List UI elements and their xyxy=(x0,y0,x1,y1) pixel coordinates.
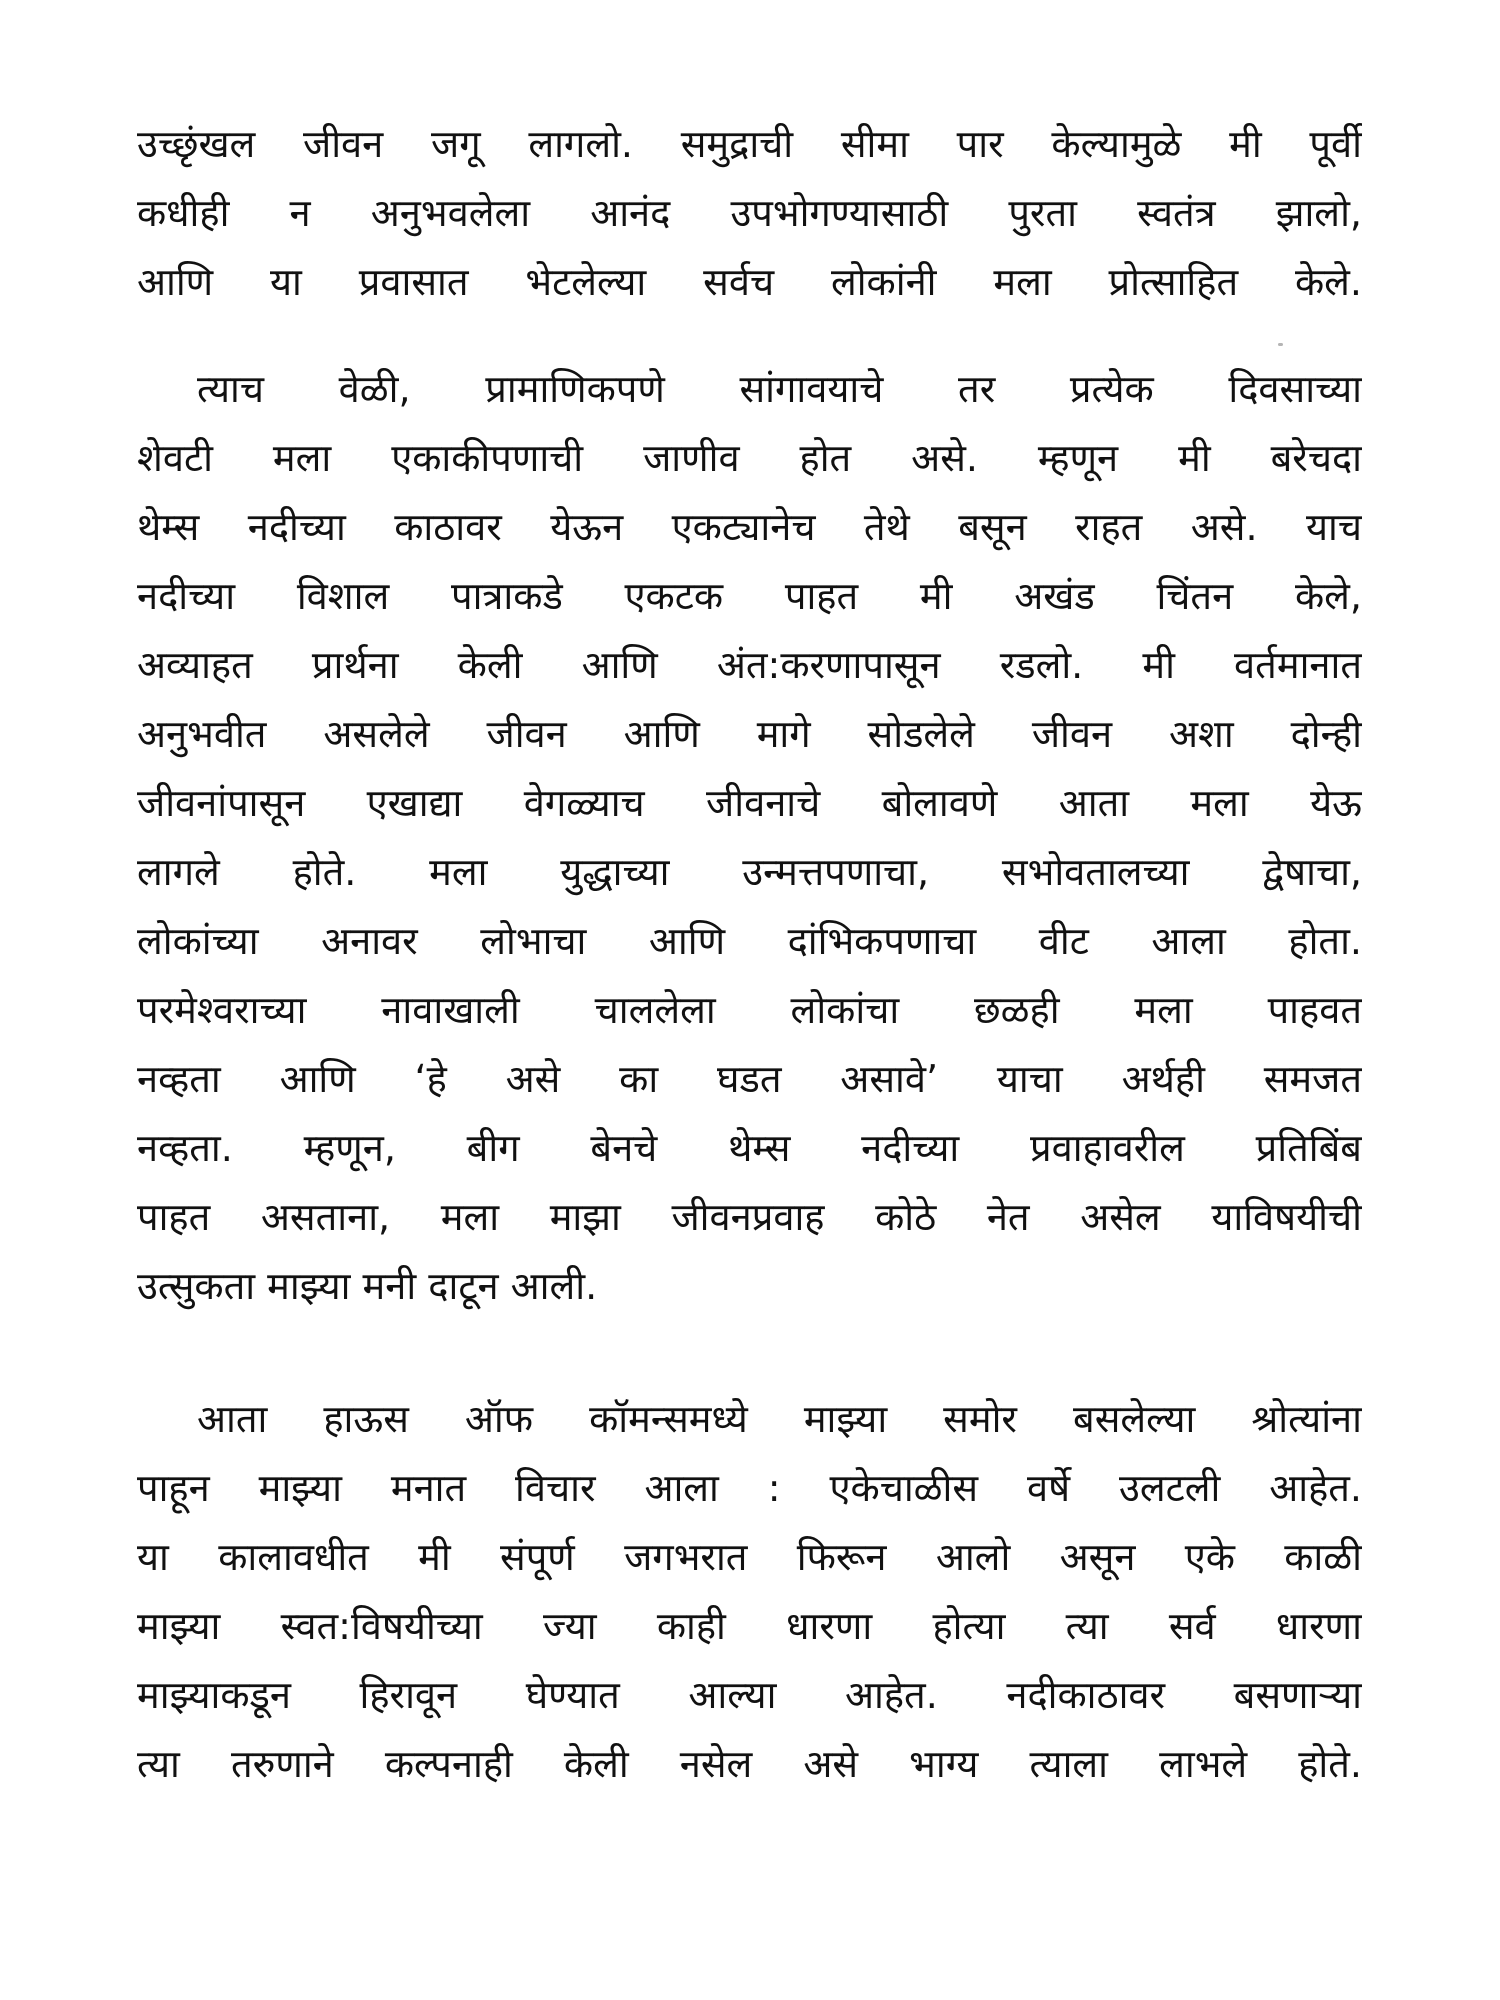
text-line: पाहून माझ्या मनात विचार आला : एकेचाळीस वर्षे उलटली आहेत. xyxy=(137,1466,1362,1510)
text-line: या कालावधीत मी संपूर्ण जगभरात फिरून आलो असून एके काळी xyxy=(137,1535,1362,1579)
text-line: आणि या प्रवासात भेटलेल्या सर्वच लोकांनी मला प्रोत्साहित केले. xyxy=(137,260,1362,304)
text-line: अव्याहत प्रार्थना केली आणि अंत:करणापासून रडलो. मी वर्तमानात xyxy=(137,643,1362,687)
text-line: लागले होते. मला युद्धाच्या उन्मत्तपणाचा, सभोवतालच्या द्वेषाचा, xyxy=(137,850,1362,894)
text-line: नव्हता आणि ‘हे असे का घडत असावे’ याचा अर्थही समजत xyxy=(137,1057,1362,1101)
paragraph-3 xyxy=(137,1385,1362,1799)
paragraph-2 xyxy=(137,355,1362,1321)
text-line: आता हाऊस ऑफ कॉमन्समध्ये माझ्या समोर बसलेल्या श्रोत्यांना xyxy=(197,1397,1362,1441)
text-line: अनुभवीत असलेले जीवन आणि मागे सोडलेले जीवन अशा दोन्ही xyxy=(137,712,1362,756)
text-line: परमेश्वराच्या नावाखाली चाललेला लोकांचा छळही मला पाहवत xyxy=(137,988,1362,1032)
text-line: उत्सुकता माझ्या मनी दाटून आली. xyxy=(137,1264,598,1308)
text-line: त्या तरुणाने कल्पनाही केली नसेल असे भाग्य त्याला लाभले होते. xyxy=(137,1742,1362,1786)
text-line: माझ्याकडून हिरावून घेण्यात आल्या आहेत. नदीकाठावर बसणाऱ्या xyxy=(137,1673,1362,1717)
text-line: पाहत असताना, मला माझा जीवनप्रवाह कोठे नेत असेल याविषयीची xyxy=(137,1195,1362,1239)
text-line: थेम्स नदीच्या काठावर येऊन एकट्यानेच तेथे बसून राहत असे. याच xyxy=(137,505,1362,549)
text-line: नव्हता. म्हणून, बीग बेनचे थेम्स नदीच्या प्रवाहावरील प्रतिबिंब xyxy=(137,1126,1362,1170)
text-line: कधीही न अनुभवलेला आनंद उपभोगण्यासाठी पुरता स्वतंत्र झालो, xyxy=(137,191,1362,235)
text-line: लोकांच्या अनावर लोभाचा आणि दांभिकपणाचा वीट आला होता. xyxy=(137,919,1362,963)
text-line: नदीच्या विशाल पात्राकडे एकटक पाहत मी अखंड चिंतन केले, xyxy=(137,574,1362,618)
text-line: त्याच वेळी, प्रामाणिकपणे सांगावयाचे तर प्रत्येक दिवसाच्या xyxy=(197,367,1362,411)
scan-speck xyxy=(1278,343,1283,346)
paragraph-1 xyxy=(137,110,1362,317)
text-line: शेवटी मला एकाकीपणाची जाणीव होत असे. म्हणून मी बरेचदा xyxy=(137,436,1362,480)
text-line: उच्छृंखल जीवन जगू लागलो. समुद्राची सीमा पार केल्यामुळे मी पूर्वी xyxy=(137,122,1362,166)
text-line: जीवनांपासून एखाद्या वेगळ्याच जीवनाचे बोलावणे आता मला येऊ xyxy=(137,781,1362,825)
text-line: माझ्या स्वत:विषयीच्या ज्या काही धारणा होत्या त्या सर्व धारणा xyxy=(137,1604,1362,1648)
